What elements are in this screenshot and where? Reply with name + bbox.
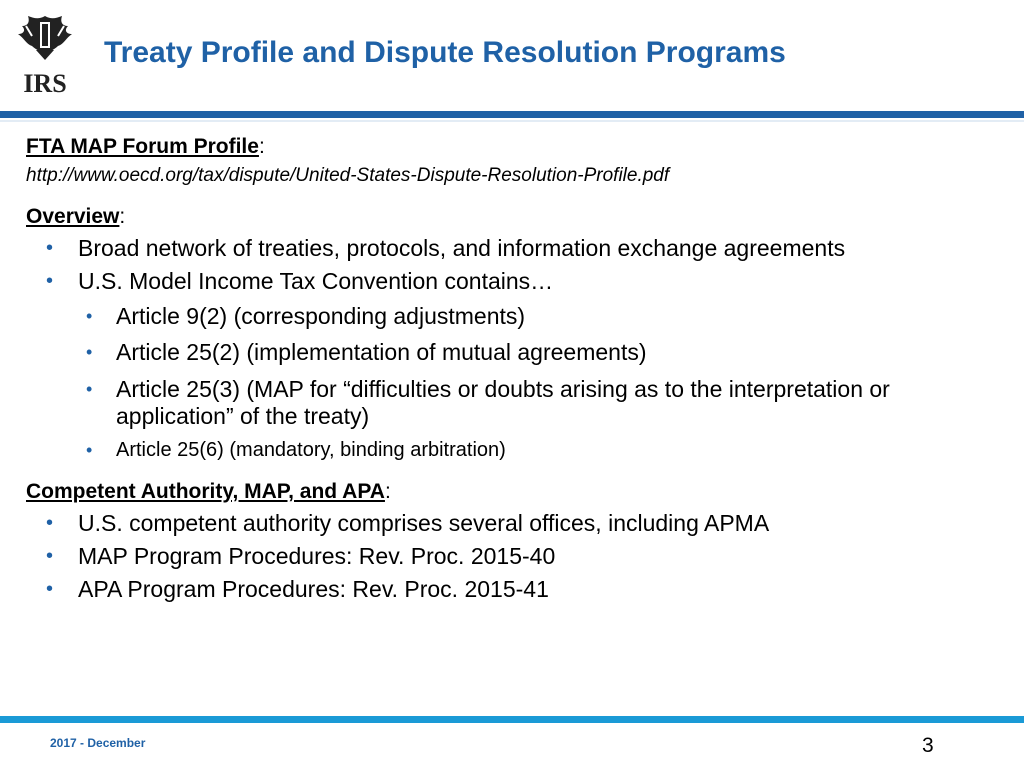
page-number: 3 bbox=[922, 734, 934, 757]
list-item bbox=[26, 573, 1006, 606]
list-item-text: U.S. competent authority comprises several offices, including APMA bbox=[78, 510, 770, 536]
overview-list bbox=[26, 232, 1006, 298]
fta-profile-url[interactable]: http://www.oecd.org/tax/dispute/United-States-Dispute-Resolution-Profile.pdf bbox=[26, 165, 670, 186]
logo-text: IRS bbox=[23, 69, 67, 98]
list-item-text: Article 25(3) (MAP for “difficulties or doubts arising as to the interpretation or application” of the treaty) bbox=[116, 376, 890, 429]
slide-content bbox=[26, 132, 1006, 606]
list-item bbox=[66, 298, 1006, 334]
list-item-text: MAP Program Procedures: Rev. Proc. 2015-40 bbox=[78, 543, 556, 569]
irs-eagle-logo-icon bbox=[12, 12, 78, 98]
section-heading-fta-text: FTA MAP Forum Profile bbox=[26, 135, 259, 158]
section-heading-overview-text: Overview bbox=[26, 205, 120, 228]
list-item-text: APA Program Procedures: Rev. Proc. 2015-41 bbox=[78, 576, 549, 602]
list-item bbox=[26, 540, 1006, 573]
list-item-text: U.S. Model Income Tax Convention contains… bbox=[78, 268, 554, 294]
list-item-text: Article 25(2) (implementation of mutual agreements) bbox=[116, 339, 647, 365]
list-item bbox=[26, 232, 1006, 265]
section-heading-competent-authority: Competent Authority, MAP, and APA: bbox=[26, 480, 391, 503]
irs-logo bbox=[12, 12, 78, 98]
list-item bbox=[26, 265, 1006, 298]
section-spacer bbox=[26, 467, 1006, 477]
header-divider bbox=[0, 111, 1024, 118]
section-heading-competent-authority-text: Competent Authority, MAP, and APA bbox=[26, 480, 385, 503]
bullet-icon: • bbox=[86, 342, 93, 362]
bullet-icon: • bbox=[46, 512, 54, 534]
footer-date: 2017 - December bbox=[50, 736, 146, 750]
list-item bbox=[26, 507, 1006, 540]
list-item-text: Article 9(2) (corresponding adjustments) bbox=[116, 303, 526, 329]
list-item-text: Broad network of treaties, protocols, and information exchange agreements bbox=[78, 235, 846, 261]
list-item-text: Article 25(6) (mandatory, binding arbitration) bbox=[116, 439, 506, 461]
convention-articles-list bbox=[66, 298, 1006, 467]
bullet-icon: • bbox=[46, 270, 54, 292]
bullet-icon: • bbox=[46, 578, 54, 600]
list-item bbox=[66, 433, 1006, 467]
bullet-icon: • bbox=[86, 379, 93, 399]
section-heading-fta: FTA MAP Forum Profile: bbox=[26, 135, 265, 158]
list-item bbox=[66, 334, 1006, 370]
bullet-icon: • bbox=[46, 545, 54, 567]
competent-authority-list bbox=[26, 507, 1006, 606]
page-title: Treaty Profile and Dispute Resolution Programs bbox=[104, 36, 786, 69]
list-item bbox=[66, 370, 1006, 433]
bullet-icon: • bbox=[46, 237, 54, 259]
bullet-icon: • bbox=[86, 440, 93, 460]
section-heading-overview: Overview: bbox=[26, 205, 126, 228]
footer-divider bbox=[0, 716, 1024, 723]
bullet-icon: • bbox=[86, 306, 93, 326]
header-divider-shadow bbox=[0, 120, 1024, 122]
